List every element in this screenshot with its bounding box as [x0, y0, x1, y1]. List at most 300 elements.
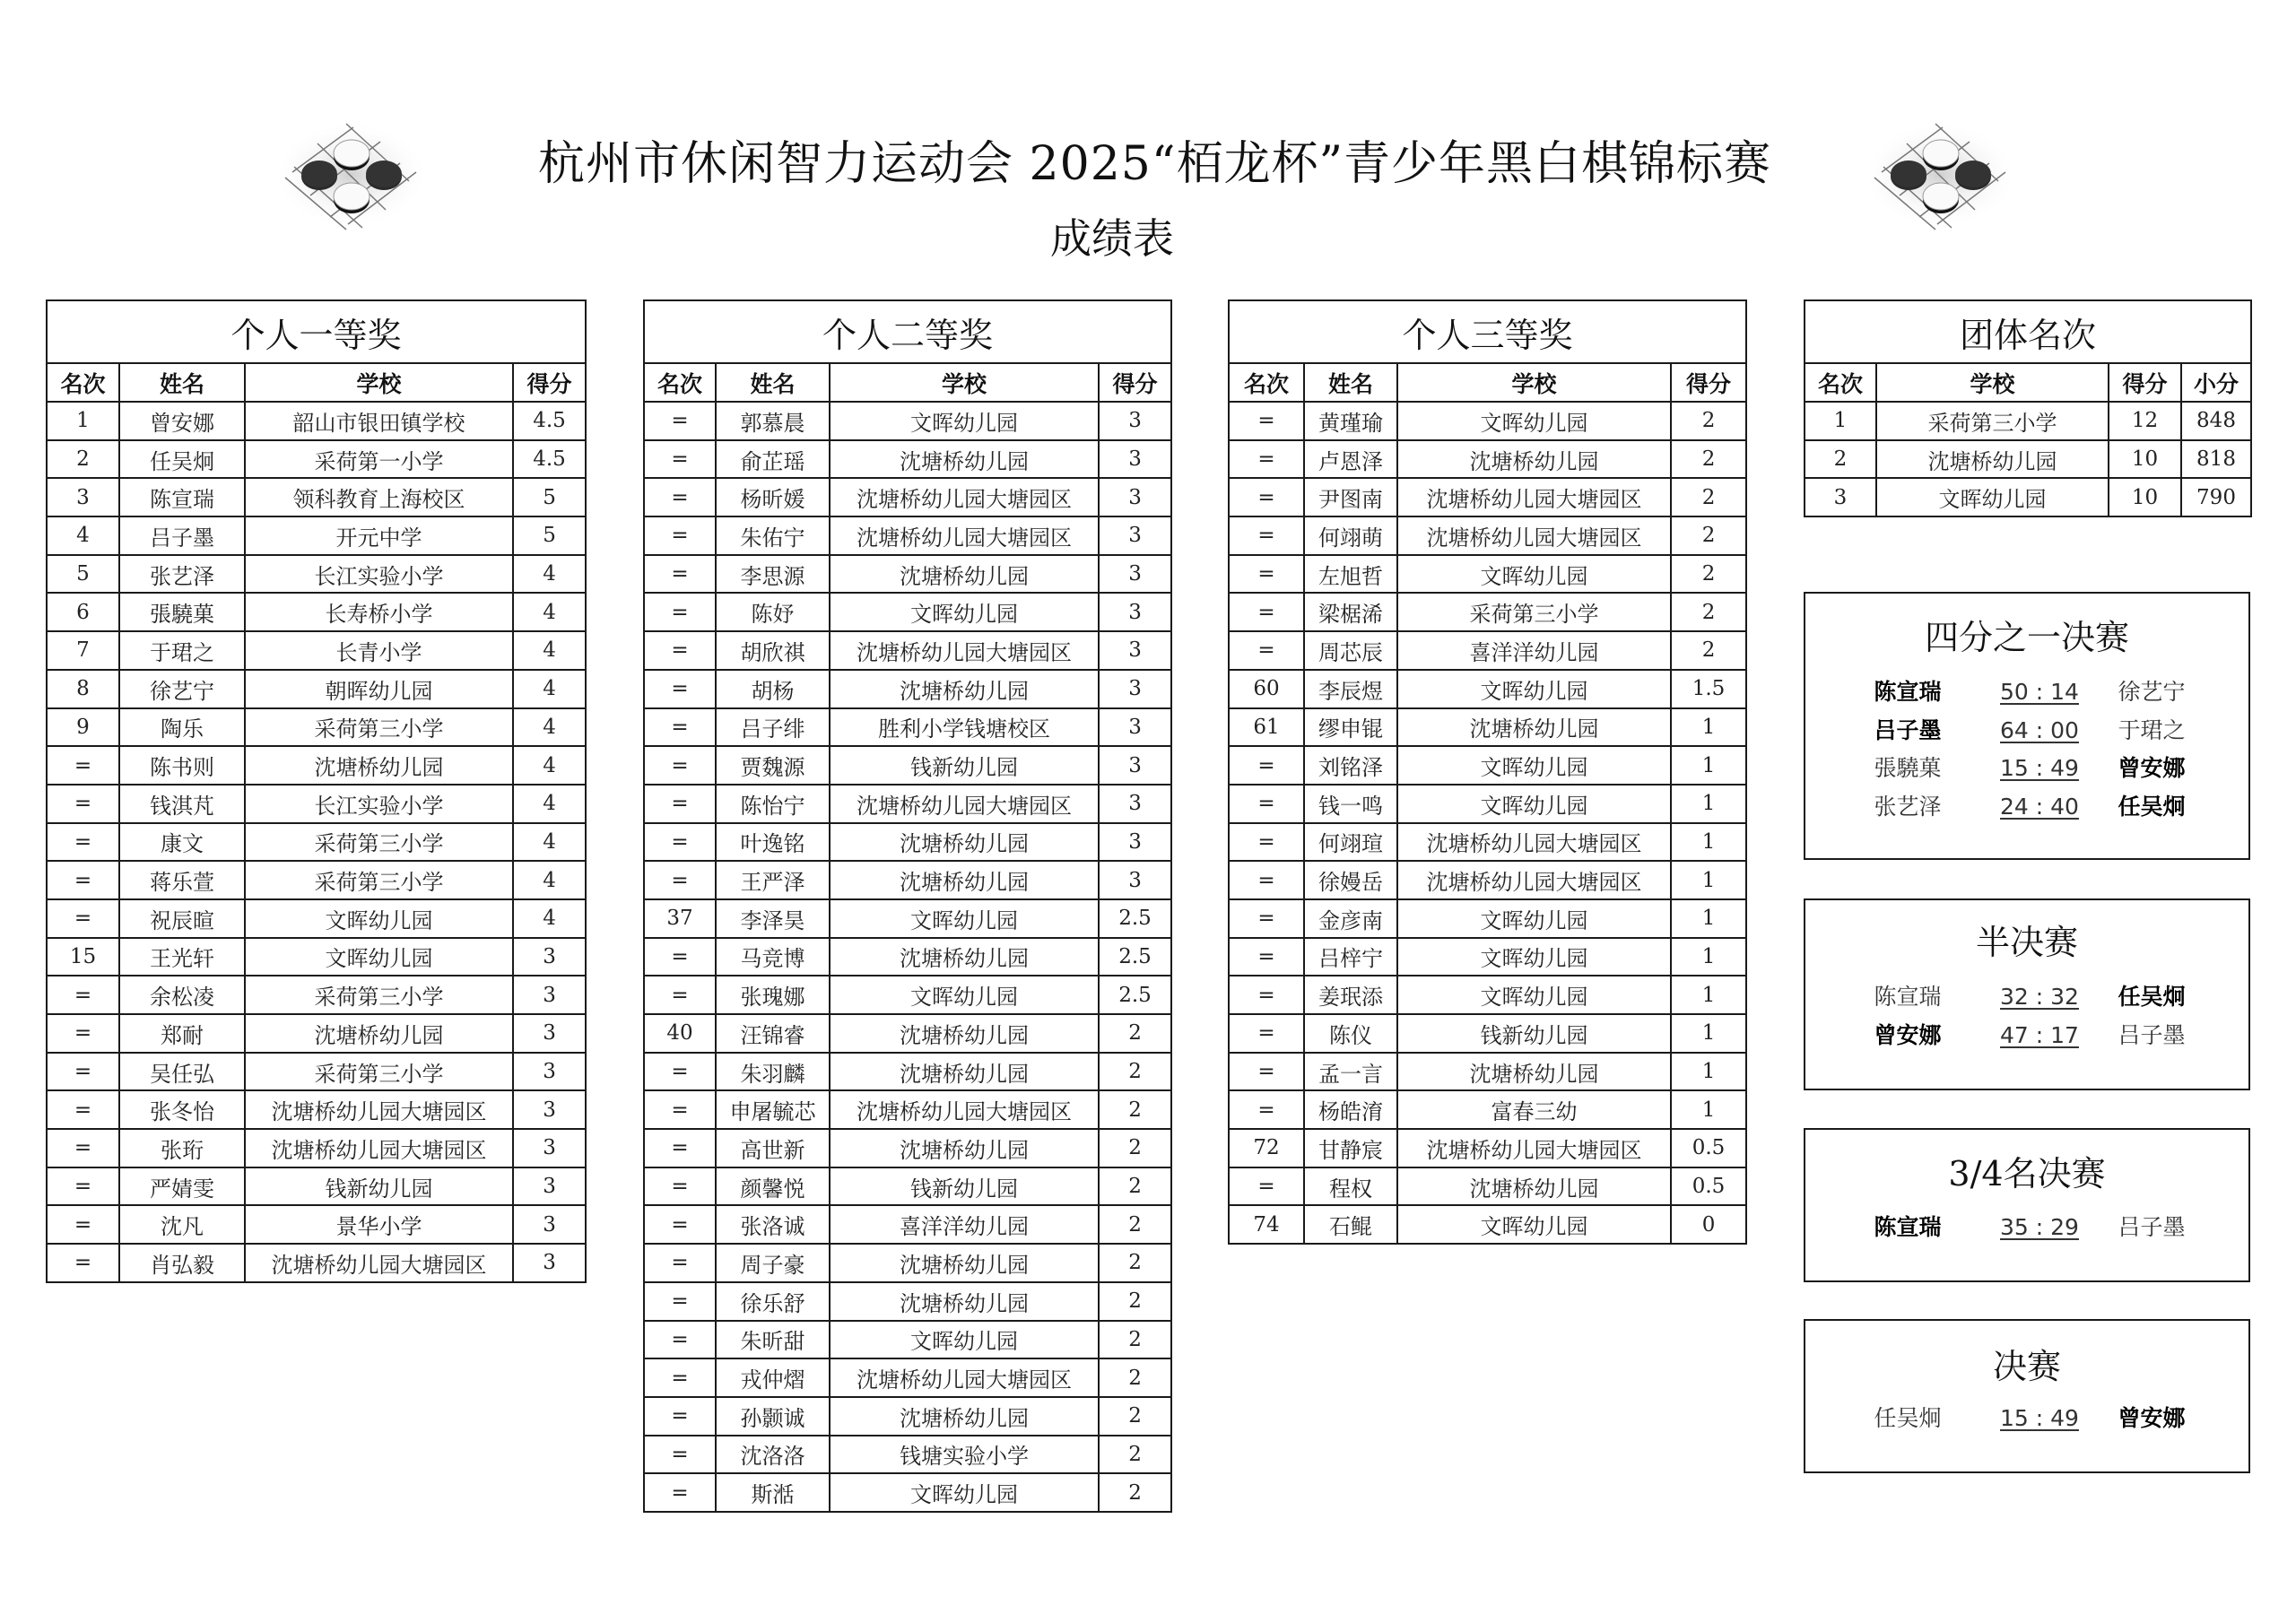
- table-row: [644, 785, 1171, 823]
- table-row: [47, 1014, 586, 1053]
- bracket-title: 3/4名决赛: [1948, 1154, 2106, 1193]
- name-cell: 徐艺宁: [119, 670, 245, 708]
- rank-cell: =: [1229, 1090, 1304, 1129]
- school-cell: 沈塘桥幼儿园大塘园区: [830, 478, 1099, 516]
- name-cell: 汪锦睿: [716, 1014, 830, 1053]
- school-cell: 采荷第三小学: [1876, 402, 2109, 440]
- rank-cell: =: [644, 823, 716, 862]
- score-cell: 1: [1671, 861, 1746, 899]
- player-right: 吕子墨: [2118, 1214, 2186, 1240]
- column-header-tiebreak: 小分: [2181, 363, 2251, 402]
- rank-cell: =: [644, 1244, 716, 1282]
- name-cell: 马竞博: [716, 938, 830, 976]
- table-row: [644, 1090, 1171, 1129]
- school-cell: 韶山市银田镇学校: [245, 402, 513, 440]
- table-row: [47, 516, 586, 555]
- table-caption-row: [644, 300, 1171, 363]
- score-cell: 0.5: [1671, 1129, 1746, 1167]
- rank-cell: =: [47, 976, 119, 1014]
- name-cell: 吕梓宁: [1304, 938, 1397, 976]
- page-title: 杭州市休闲智力运动会 2025“栢龙杯”青少年黑白棋锦标赛: [538, 137, 1772, 191]
- rank-cell: =: [47, 1090, 119, 1129]
- name-cell: 姜珉添: [1304, 976, 1397, 1014]
- table-row: [644, 861, 1171, 899]
- name-cell: 金彦南: [1304, 899, 1397, 938]
- second-prize-table: [643, 299, 1172, 1513]
- rank-cell: =: [644, 976, 716, 1014]
- rank-cell: =: [644, 1090, 716, 1129]
- table-row: [1229, 1167, 1746, 1206]
- table-caption: 个人一等奖: [47, 300, 586, 363]
- name-cell: 颜馨悦: [716, 1167, 830, 1206]
- score-cell: 5: [513, 478, 586, 516]
- name-cell: 陈书则: [119, 746, 245, 785]
- name-cell: 沈凡: [119, 1205, 245, 1244]
- score-cell: 2: [1099, 1053, 1171, 1091]
- name-cell: 王光轩: [119, 938, 245, 976]
- rank-cell: =: [644, 555, 716, 594]
- score-cell: 3: [513, 1205, 586, 1244]
- table-row: [1229, 593, 1746, 631]
- bracket-title: 半决赛: [1975, 923, 2078, 962]
- table-header-row: [644, 363, 1171, 402]
- table-header-row: [1229, 363, 1746, 402]
- score-cell: 2: [1671, 440, 1746, 479]
- score-cell: 1: [1671, 899, 1746, 938]
- table-row: [47, 938, 586, 976]
- name-cell: 沈洛洛: [716, 1436, 830, 1474]
- player-right: 曾安娜: [2118, 1405, 2186, 1431]
- column-header-name: 姓名: [119, 363, 245, 402]
- score-cell: 10: [2109, 440, 2181, 479]
- school-cell: 沈塘桥幼儿园: [1397, 708, 1671, 747]
- table-row: [644, 823, 1171, 862]
- rank-cell: =: [644, 402, 716, 440]
- school-cell: 钱新幼儿园: [245, 1167, 513, 1206]
- score-cell: 2: [1671, 631, 1746, 670]
- column-header-rank: 名次: [1805, 363, 1876, 402]
- score-cell: 3: [1099, 861, 1171, 899]
- table-caption: 团体名次: [1805, 300, 2251, 363]
- rank-cell: =: [1229, 976, 1304, 1014]
- school-cell: 沈塘桥幼儿园: [830, 1053, 1099, 1091]
- table-row: [644, 555, 1171, 594]
- rank-cell: =: [1229, 478, 1304, 516]
- name-cell: 肖弘毅: [119, 1244, 245, 1282]
- table-row: [644, 1282, 1171, 1321]
- name-cell: 张瑰娜: [716, 976, 830, 1014]
- table-row: [644, 440, 1171, 479]
- rank-cell: 60: [1229, 670, 1304, 708]
- name-cell: 尹图南: [1304, 478, 1397, 516]
- score-cell: 2: [1099, 1205, 1171, 1244]
- table-row: [47, 785, 586, 823]
- rank-cell: =: [1229, 516, 1304, 555]
- match-score: 15 : 49: [2000, 755, 2079, 781]
- score-cell: 4: [513, 861, 586, 899]
- table-row: [47, 1167, 586, 1206]
- school-cell: 沈塘桥幼儿园: [1397, 1167, 1671, 1206]
- table-row: [644, 1436, 1171, 1474]
- table-row: [47, 746, 586, 785]
- school-cell: 钱新幼儿园: [830, 1167, 1099, 1206]
- match-score: 32 : 32: [2000, 984, 2079, 1010]
- name-cell: 程权: [1304, 1167, 1397, 1206]
- bracket-title: 四分之一决赛: [1924, 618, 2129, 657]
- school-cell: 喜洋洋幼儿园: [830, 1205, 1099, 1244]
- rank-cell: =: [1229, 402, 1304, 440]
- school-cell: 文晖幼儿园: [830, 899, 1099, 938]
- school-cell: 沈塘桥幼儿园大塘园区: [245, 1244, 513, 1282]
- rank-cell: =: [47, 1244, 119, 1282]
- school-cell: 沈塘桥幼儿园: [1397, 440, 1671, 479]
- score-cell: 3: [513, 938, 586, 976]
- rank-cell: 72: [1229, 1129, 1304, 1167]
- match-row: [1805, 979, 2248, 1015]
- school-cell: 沈塘桥幼儿园: [1876, 440, 2109, 479]
- table-row: [1229, 516, 1746, 555]
- school-cell: 沈塘桥幼儿园: [830, 1014, 1099, 1053]
- name-cell: 张洛诚: [716, 1205, 830, 1244]
- rank-cell: =: [1229, 593, 1304, 631]
- name-cell: 斯湉: [716, 1473, 830, 1512]
- school-cell: 沈塘桥幼儿园大塘园区: [1397, 861, 1671, 899]
- name-cell: 戎仲熠: [716, 1358, 830, 1397]
- third-prize-table: [1228, 299, 1747, 1245]
- table-row: [1229, 1090, 1746, 1129]
- score-cell: 12: [2109, 402, 2181, 440]
- table-caption-row: [47, 300, 586, 363]
- table-row: [47, 823, 586, 862]
- school-cell: 沈塘桥幼儿园: [830, 861, 1099, 899]
- name-cell: 陈妤: [716, 593, 830, 631]
- name-cell: 曾安娜: [119, 402, 245, 440]
- name-cell: 叶逸铭: [716, 823, 830, 862]
- name-cell: 刘铭泽: [1304, 746, 1397, 785]
- table-caption: 个人三等奖: [1229, 300, 1746, 363]
- table-row: [47, 1090, 586, 1129]
- name-cell: 徐乐舒: [716, 1282, 830, 1321]
- player-left: 陈宣瑞: [1874, 984, 1942, 1010]
- score-cell: 2: [1099, 1397, 1171, 1436]
- school-cell: 长江实验小学: [245, 555, 513, 594]
- rank-cell: =: [644, 861, 716, 899]
- score-cell: 3: [1099, 478, 1171, 516]
- table-caption: 个人二等奖: [644, 300, 1171, 363]
- school-cell: 开元中学: [245, 516, 513, 555]
- column-header-score: 得分: [2109, 363, 2181, 402]
- name-cell: 钱淇芃: [119, 785, 245, 823]
- school-cell: 文晖幼儿园: [1397, 670, 1671, 708]
- table-row: [644, 1358, 1171, 1397]
- school-cell: 文晖幼儿园: [830, 976, 1099, 1014]
- score-cell: 2: [1099, 1282, 1171, 1321]
- rank-cell: 74: [1229, 1205, 1304, 1244]
- column-header-school: 学校: [245, 363, 513, 402]
- score-cell: 2: [1671, 593, 1746, 631]
- table-row: [1229, 708, 1746, 747]
- school-cell: 沈塘桥幼儿园大塘园区: [830, 785, 1099, 823]
- rank-cell: =: [1229, 938, 1304, 976]
- rank-cell: =: [644, 785, 716, 823]
- school-cell: 文晖幼儿园: [1397, 938, 1671, 976]
- column-header-rank: 名次: [644, 363, 716, 402]
- school-cell: 沈塘桥幼儿园: [830, 670, 1099, 708]
- score-cell: 0.5: [1671, 1167, 1746, 1206]
- school-cell: 文晖幼儿园: [830, 593, 1099, 631]
- school-cell: 景华小学: [245, 1205, 513, 1244]
- name-cell: 甘静宸: [1304, 1129, 1397, 1167]
- match-row: [1805, 751, 2248, 786]
- table-row: [644, 1014, 1171, 1053]
- rank-cell: =: [47, 1053, 119, 1091]
- match-score: 64 : 00: [2000, 716, 2079, 743]
- name-cell: 余松凌: [119, 976, 245, 1014]
- column-header-school: 学校: [1397, 363, 1671, 402]
- table-row: [47, 976, 586, 1014]
- table-row: [1229, 478, 1746, 516]
- name-cell: 于珺之: [119, 631, 245, 670]
- player-right: 吕子墨: [2118, 1022, 2186, 1048]
- match-row: [1805, 1401, 2248, 1436]
- school-cell: 钱新幼儿园: [1397, 1014, 1671, 1053]
- school-cell: 沈塘桥幼儿园: [830, 1129, 1099, 1167]
- name-cell: 胡欣祺: [716, 631, 830, 670]
- table-header-row: [47, 363, 586, 402]
- name-cell: 胡杨: [716, 670, 830, 708]
- rank-cell: 5: [47, 555, 119, 594]
- page-subtitle: 成绩表: [1050, 214, 1174, 263]
- match-row: [1805, 789, 2248, 825]
- name-cell: 孙颢诚: [716, 1397, 830, 1436]
- rank-cell: =: [644, 708, 716, 747]
- table-row: [1805, 478, 2251, 516]
- rank-cell: =: [1229, 785, 1304, 823]
- rank-cell: =: [644, 1397, 716, 1436]
- name-cell: 杨昕媛: [716, 478, 830, 516]
- rank-cell: 1: [47, 402, 119, 440]
- table-row: [1229, 899, 1746, 938]
- school-cell: 沈塘桥幼儿园: [830, 938, 1099, 976]
- name-cell: 梁椐浠: [1304, 593, 1397, 631]
- match-score: 50 : 14: [2000, 679, 2079, 705]
- column-header-score: 得分: [1671, 363, 1746, 402]
- table-row: [1229, 402, 1746, 440]
- score-cell: 2: [1099, 1436, 1171, 1474]
- score-cell: 1: [1671, 785, 1746, 823]
- score-cell: 1: [1671, 1053, 1746, 1091]
- name-cell: 王严泽: [716, 861, 830, 899]
- name-cell: 任吴炯: [119, 440, 245, 479]
- player-left: 陈宣瑞: [1874, 1214, 1942, 1240]
- table-caption-row: [1229, 300, 1746, 363]
- table-row: [644, 1244, 1171, 1282]
- school-cell: 长江实验小学: [245, 785, 513, 823]
- match-score: 24 : 40: [2000, 793, 2079, 820]
- table-row: [1229, 976, 1746, 1014]
- score-cell: 3: [1099, 516, 1171, 555]
- score-cell: 2: [1099, 1129, 1171, 1167]
- school-cell: 沈塘桥幼儿园大塘园区: [1397, 1129, 1671, 1167]
- table-row: [644, 593, 1171, 631]
- score-cell: 3: [1099, 440, 1171, 479]
- name-cell: 朱昕甜: [716, 1321, 830, 1359]
- score-cell: 1: [1671, 1014, 1746, 1053]
- school-cell: 喜洋洋幼儿园: [1397, 631, 1671, 670]
- name-cell: 黄瑾瑜: [1304, 402, 1397, 440]
- rank-cell: =: [47, 1167, 119, 1206]
- match-row: [1805, 1210, 2248, 1245]
- school-cell: 文晖幼儿园: [830, 402, 1099, 440]
- school-cell: 沈塘桥幼儿园: [830, 1244, 1099, 1282]
- rank-cell: =: [1229, 440, 1304, 479]
- rank-cell: =: [644, 1358, 716, 1397]
- school-cell: 采荷第三小学: [245, 708, 513, 747]
- table-row: [644, 976, 1171, 1014]
- table-row: [1229, 1129, 1746, 1167]
- name-cell: 陈仪: [1304, 1014, 1397, 1053]
- rank-cell: =: [1229, 861, 1304, 899]
- match-row: [1805, 674, 2248, 710]
- score-cell: 3: [513, 1167, 586, 1206]
- rank-cell: =: [644, 631, 716, 670]
- school-cell: 钱新幼儿园: [830, 746, 1099, 785]
- score-cell: 3: [513, 1090, 586, 1129]
- score-cell: 5: [513, 516, 586, 555]
- name-cell: 吕子墨: [119, 516, 245, 555]
- player-right: 曾安娜: [2118, 755, 2186, 781]
- score-cell: 1: [1671, 708, 1746, 747]
- rank-cell: =: [644, 593, 716, 631]
- school-cell: 沈塘桥幼儿园: [830, 1397, 1099, 1436]
- rank-cell: =: [1229, 1167, 1304, 1206]
- rank-cell: =: [47, 785, 119, 823]
- bracket-title: 决赛: [1992, 1347, 2061, 1386]
- score-cell: 2: [1099, 1167, 1171, 1206]
- table-row: [47, 1244, 586, 1282]
- table-row: [644, 1053, 1171, 1091]
- table-row: [1229, 746, 1746, 785]
- score-cell: 2: [1671, 402, 1746, 440]
- school-cell: 文晖幼儿园: [245, 899, 513, 938]
- match-row: [1805, 713, 2248, 749]
- rank-cell: =: [644, 1473, 716, 1512]
- column-header-school: 学校: [1876, 363, 2109, 402]
- name-cell: 孟一言: [1304, 1053, 1397, 1091]
- rank-cell: =: [1229, 555, 1304, 594]
- school-cell: 文晖幼儿园: [1397, 899, 1671, 938]
- table-row: [644, 1129, 1171, 1167]
- tiebreak-cell: 818: [2181, 440, 2251, 479]
- semifinal-panel: [1804, 898, 2250, 1090]
- score-cell: 2: [1099, 1014, 1171, 1053]
- match-row: [1805, 1018, 2248, 1054]
- table-row: [1229, 785, 1746, 823]
- score-cell: 2: [1671, 516, 1746, 555]
- table-row: [47, 670, 586, 708]
- name-cell: 周芯辰: [1304, 631, 1397, 670]
- score-cell: 3: [1099, 708, 1171, 747]
- school-cell: 沈塘桥幼儿园: [1397, 1053, 1671, 1091]
- rank-cell: =: [47, 1205, 119, 1244]
- name-cell: 俞芷瑶: [716, 440, 830, 479]
- name-cell: 郑耐: [119, 1014, 245, 1053]
- table-row: [644, 1321, 1171, 1359]
- player-left: 曾安娜: [1874, 1022, 1942, 1048]
- school-cell: 采荷第一小学: [245, 440, 513, 479]
- score-cell: 2: [1099, 1321, 1171, 1359]
- name-cell: 康文: [119, 823, 245, 862]
- score-cell: 3: [513, 1053, 586, 1091]
- school-cell: 文晖幼儿园: [1397, 1205, 1671, 1244]
- school-cell: 文晖幼儿园: [1397, 402, 1671, 440]
- table-row: [47, 440, 586, 479]
- score-cell: 2: [1099, 1358, 1171, 1397]
- score-cell: 4: [513, 631, 586, 670]
- school-cell: 沈塘桥幼儿园: [245, 1014, 513, 1053]
- score-cell: 2.5: [1099, 976, 1171, 1014]
- quarterfinal-panel: [1804, 592, 2250, 860]
- name-cell: 何翊瑄: [1304, 823, 1397, 862]
- tiebreak-cell: 790: [2181, 478, 2251, 516]
- score-cell: 3: [1099, 631, 1171, 670]
- score-cell: 3: [1099, 593, 1171, 631]
- column-header-school: 学校: [830, 363, 1099, 402]
- table-row: [1229, 555, 1746, 594]
- school-cell: 钱塘实验小学: [830, 1436, 1099, 1474]
- rank-cell: =: [47, 899, 119, 938]
- school-cell: 沈塘桥幼儿园大塘园区: [1397, 516, 1671, 555]
- score-cell: 4: [513, 785, 586, 823]
- rank-cell: =: [644, 938, 716, 976]
- rank-cell: 6: [47, 593, 119, 631]
- score-cell: 4: [513, 670, 586, 708]
- school-cell: 沈塘桥幼儿园大塘园区: [830, 516, 1099, 555]
- match-score: 15 : 49: [2000, 1405, 2079, 1431]
- score-cell: 1: [1671, 746, 1746, 785]
- rank-cell: 2: [47, 440, 119, 479]
- score-cell: 4: [513, 593, 586, 631]
- school-cell: 长寿桥小学: [245, 593, 513, 631]
- name-cell: 朱佑宁: [716, 516, 830, 555]
- school-cell: 沈塘桥幼儿园大塘园区: [830, 1090, 1099, 1129]
- rank-cell: =: [47, 861, 119, 899]
- school-cell: 文晖幼儿园: [830, 1473, 1099, 1512]
- school-cell: 文晖幼儿园: [1397, 555, 1671, 594]
- score-cell: 3: [513, 1244, 586, 1282]
- table-row: [1229, 861, 1746, 899]
- score-cell: 4: [513, 823, 586, 862]
- rank-cell: =: [644, 1321, 716, 1359]
- name-cell: 祝辰暄: [119, 899, 245, 938]
- score-cell: 3: [1099, 746, 1171, 785]
- name-cell: 张冬怡: [119, 1090, 245, 1129]
- rank-cell: =: [47, 1129, 119, 1167]
- school-cell: 采荷第三小学: [245, 1053, 513, 1091]
- player-right: 任吴炯: [2118, 984, 2186, 1010]
- name-cell: 严婧雯: [119, 1167, 245, 1206]
- score-cell: 2: [1099, 1473, 1171, 1512]
- rank-cell: 4: [47, 516, 119, 555]
- table-caption-row: [1805, 300, 2251, 363]
- school-cell: 领科教育上海校区: [245, 478, 513, 516]
- final-panel: [1804, 1319, 2250, 1473]
- rank-cell: =: [644, 1205, 716, 1244]
- tiebreak-cell: 848: [2181, 402, 2251, 440]
- rank-cell: =: [644, 670, 716, 708]
- school-cell: 沈塘桥幼儿园: [830, 1282, 1099, 1321]
- rank-cell: 7: [47, 631, 119, 670]
